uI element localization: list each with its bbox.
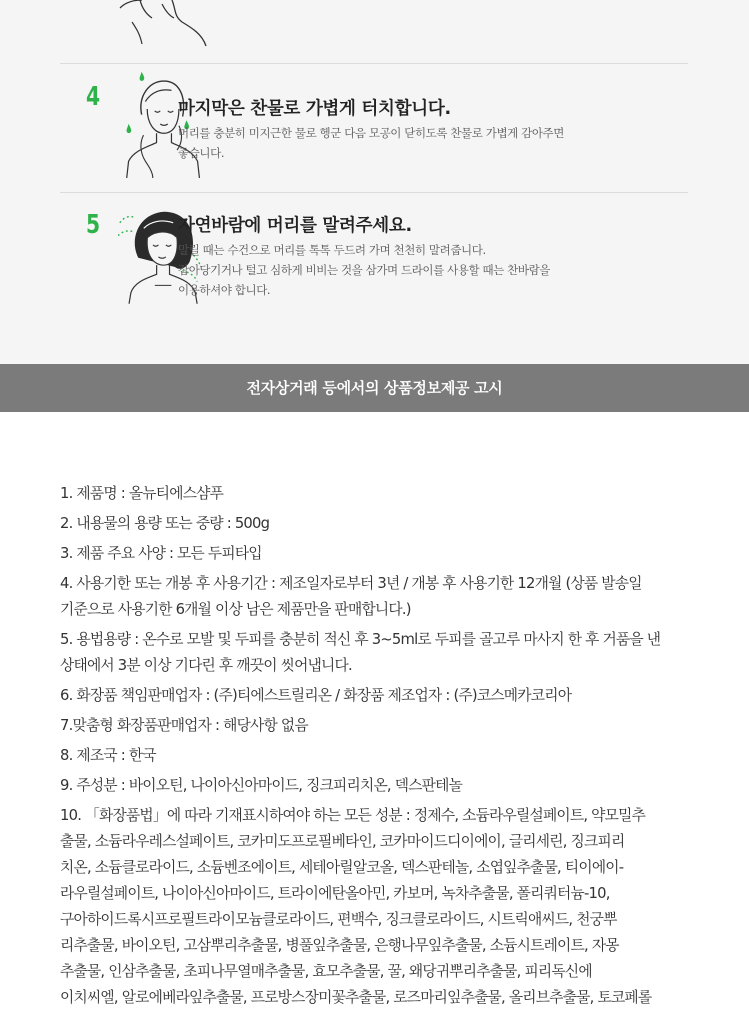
step-description <box>178 123 618 163</box>
product-info-line: 1. 제품명 : 올뉴티에스샴푸 <box>60 484 224 502</box>
product-info-line: 2. 내용물의 용량 또는 중량 : 500g <box>60 514 270 532</box>
product-info-item <box>60 802 700 1010</box>
product-info-line: 이치씨엘, 알로에베라잎추출물, 프로방스장미꽃추출물, 로즈마리잎추출물, 올리브추출물, 토코페롤 <box>60 988 652 1006</box>
product-info-list <box>60 480 700 1014</box>
product-info-item <box>60 712 700 738</box>
product-info-line: 6. 화장품 책임판매업자 : (주)티에스트릴리온 / 화장품 제조업자 : (주)코스메카코리아 <box>60 686 572 704</box>
product-info-item <box>60 772 700 798</box>
step-divider <box>60 63 688 64</box>
product-info-line: 기준으로 사용기한 6개월 이상 남은 제품만을 판매합니다.) <box>60 600 411 618</box>
step-title: 마지막은 찬물로 가볍게 터치합니다. <box>178 99 451 119</box>
product-info-item <box>60 570 700 622</box>
product-info-line: 구아하이드록시프로필트라이모늄클로라이드, 편백수, 징크클로라이드, 시트릭애씨드, 천궁뿌 <box>60 910 617 928</box>
product-info-item <box>60 480 700 506</box>
step-description-line: 잡아당기거나 털고 심하게 비비는 것을 삼가며 드라이를 사용할 때는 찬바람을 <box>178 263 550 277</box>
product-info-line: 4. 사용기한 또는 개봉 후 사용기간 : 제조일자로부터 3년 / 개봉 후 사용기한 12개월 (상품 발송일 <box>60 574 642 592</box>
product-info-line: 8. 제조국 : 한국 <box>60 746 156 764</box>
product-info-line: 상태에서 3분 이상 기다린 후 깨끗이 씻어냅니다. <box>60 656 352 674</box>
step-title: 자연바람에 머리를 말려주세요. <box>178 216 412 236</box>
product-info-line: 3. 제품 주요 사양 : 모든 두피타입 <box>60 544 262 562</box>
product-info-item <box>60 540 700 566</box>
step-description-line: 머리를 충분히 미지근한 물로 헹군 다음 모공이 닫히도록 찬물로 가볍게 감아주면 <box>178 126 564 140</box>
step-description-line: 말릴 때는 수건으로 머리를 톡톡 두드려 가며 천천히 말려줍니다. <box>178 243 486 257</box>
step-number: 5 <box>86 210 101 240</box>
step-divider <box>60 192 688 193</box>
product-info-line: 5. 용법용량 : 온수로 모발 및 두피를 충분히 적신 후 3~5ml로 두피를 골고루 마사지 한 후 거품을 낸 <box>60 630 661 648</box>
product-notice-header <box>0 364 749 412</box>
step-description-line: 이용하셔야 합니다. <box>178 283 271 297</box>
usage-steps-section <box>0 0 749 364</box>
product-info-line: 추출물, 인삼추출물, 초피나무열매추출물, 효모추출물, 꿀, 왜당귀뿌리추출물, 피리독신에 <box>60 962 592 980</box>
product-info-item <box>60 682 700 708</box>
product-info-line: 출물, 소듐라우레스설페이트, 코카미도프로필베타인, 코카마이드디이에이, 글리세린, 징크피리 <box>60 832 625 850</box>
product-notice-title: 전자상거래 등에서의 상품정보제공 고시 <box>246 379 503 397</box>
product-info-line: 리추출물, 바이오틴, 고삼뿌리추출물, 병풀잎추출물, 은행나무잎추출물, 소듐시트레이트, 자몽 <box>60 936 619 954</box>
woman-washing-hair-illustration-partial <box>112 0 222 48</box>
step-number: 4 <box>86 82 101 112</box>
product-info-item <box>60 742 700 768</box>
product-info-line: 치온, 소듐클로라이드, 소듐벤조에이트, 세테아릴알코올, 덱스판테놀, 소엽잎추출물, 티이에이- <box>60 858 624 876</box>
step-description <box>178 240 618 300</box>
product-info-line: 9. 주성분 : 바이오틴, 나이아신아마이드, 징크피리치온, 덱스판테놀 <box>60 776 463 794</box>
product-info-item <box>60 626 700 678</box>
product-info-item <box>60 510 700 536</box>
product-info-line: 7.맞춤형 화장품판매업자 : 해당사항 없음 <box>60 716 308 734</box>
step-description-line: 좋습니다. <box>178 146 225 160</box>
product-info-line: 10. 「화장품법」에 따라 기재표시하여야 하는 모든 성분 : 정제수, 소듐라우릴설페이트, 약모밀추 <box>60 806 646 824</box>
product-info-line: 라우릴설페이트, 나이아신아마이드, 트라이에탄올아민, 카보머, 녹차추출물, 폴리쿼터늄-10, <box>60 884 610 902</box>
